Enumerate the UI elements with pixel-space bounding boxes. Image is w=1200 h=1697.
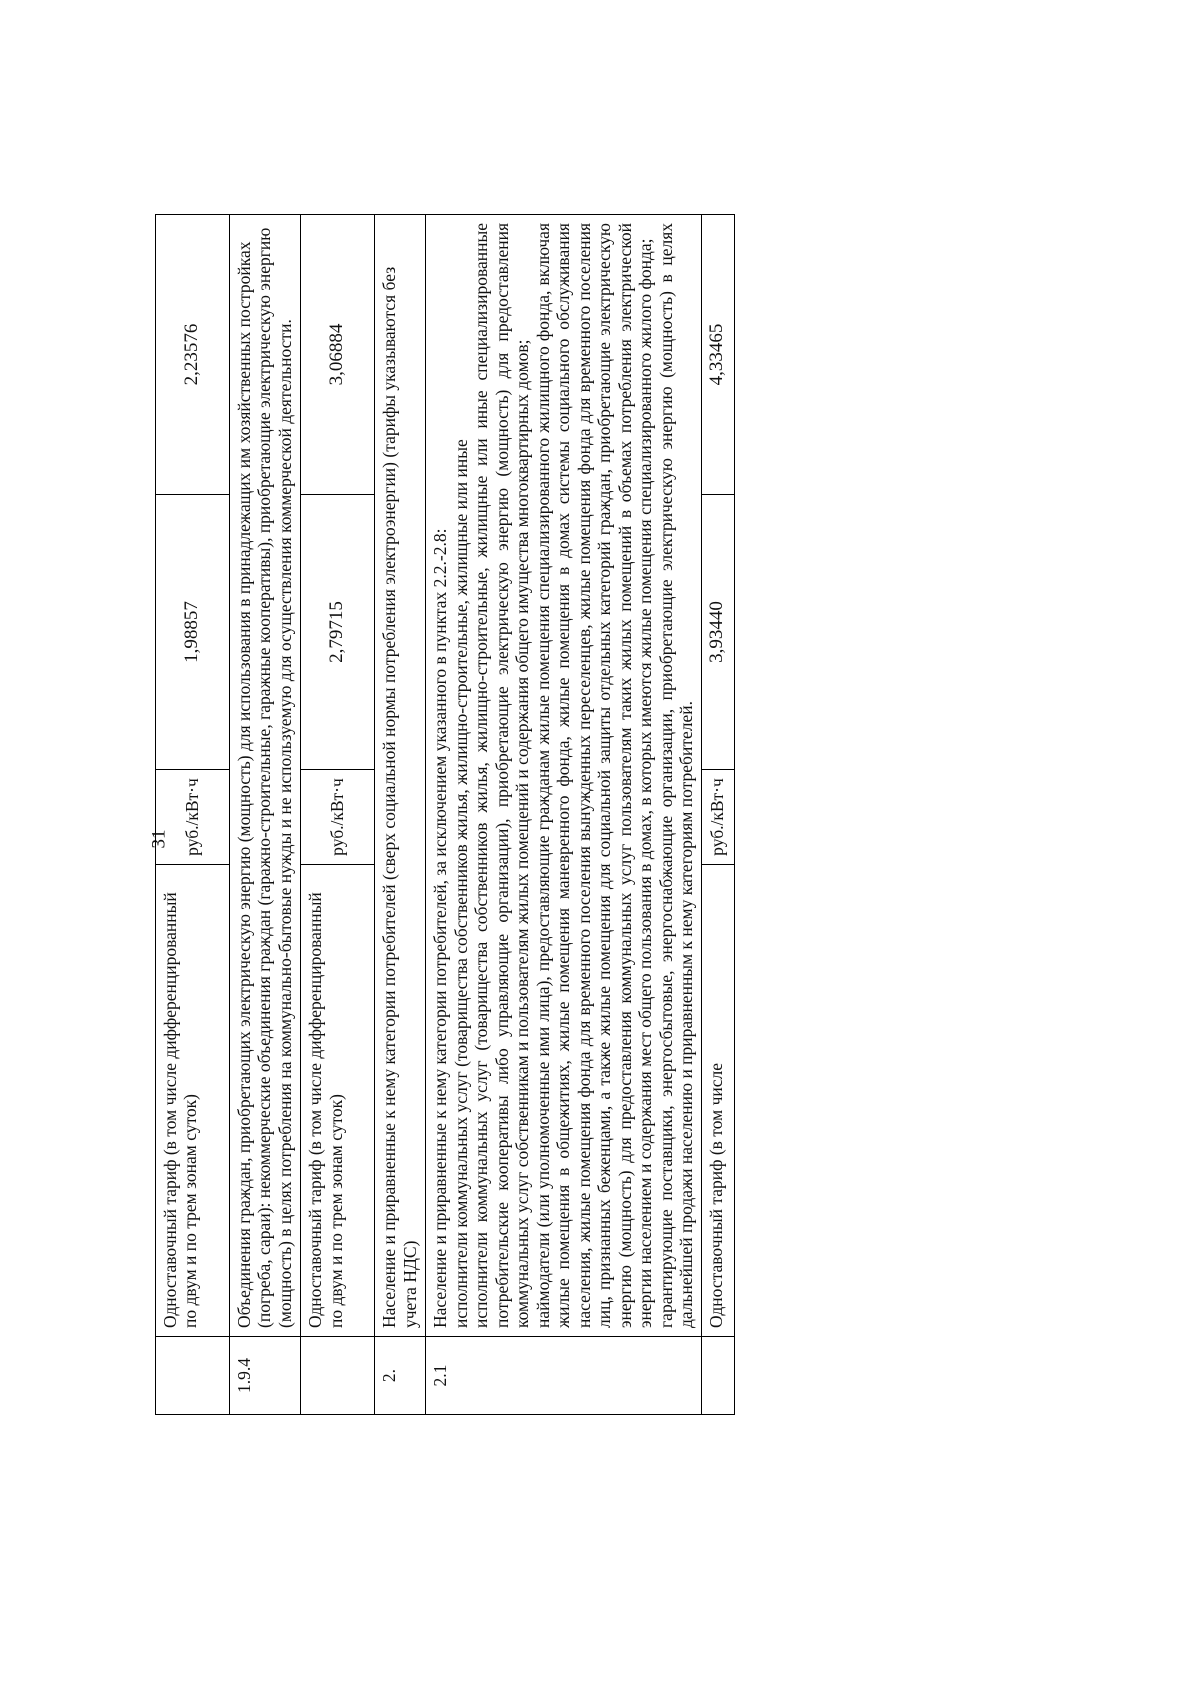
row-name: Одноставочный тариф (в том числе дифференцированный по двум и по трем зонам суток) (301, 865, 375, 1337)
row-number: 1.9.4 (230, 1337, 301, 1415)
row-name: Одноставочный тариф (в том числе (702, 865, 734, 1337)
row-number: 2. (375, 1337, 426, 1415)
category-description (426, 215, 702, 1337)
row-name: Одноставочный тариф (в том числе дифференцированный по двум и по трем зонам суток) (156, 865, 230, 1337)
category-description: Объединения граждан, приобретающих электрическую энергию (мощность) для использования в принадлежащих им хозяйственных постройках (погреба, сараи): некоммерческие объединения граждан (гаражно-строительные, гаражные кооперативы), приобретающие электрическую энергию (мощность) в целях потребления на коммунально-бытовые нужды и не используемую для осуществления коммерческой деятельности. (230, 215, 301, 1337)
row-number (301, 1337, 375, 1415)
tariff-value-2: 4,33465 (702, 215, 734, 495)
unit-cell: руб./кВт·ч (156, 770, 230, 865)
unit-cell: руб./кВт·ч (702, 770, 734, 865)
table-row (301, 215, 375, 1415)
description-paragraph: гарантирующие поставщики, энергосбытовые, энергоснабжающие организации, приобретающие электрическую энергию (мощность) в целях дальнейшей продажи населению и приравненным к нему категориям потребителей. (655, 223, 696, 1328)
row-number: 2.1 (426, 1337, 702, 1415)
table-row (426, 215, 702, 1415)
tariff-value-1: 3,93440 (702, 495, 734, 770)
table-row (702, 215, 734, 1415)
row-number (702, 1337, 734, 1415)
description-paragraph: наймодатели (или уполномоченные ими лица), предоставляющие гражданам жилые помещения специализированного жилищного фонда, включая жилые помещения в общежитиях, жилые помещения маневренного фонда, жилые помещения в домах системы социального обслуживания населения, жилые помещения фонда для временного поселения вынужденных переселенцев, жилые помещения фонда для временного поселения лиц, признанных беженцами, а также жилые помещения для социальной защиты отдельных категорий граждан, приобретающие электрическую энергию (мощность) для предоставления коммунальных услуг пользователям таких жилых помещений в объемах потребления электрической энергии населением и содержания мест общего пользования в домах, в которых имеются жилые помещения специализированного жилого фонда; (532, 223, 656, 1328)
table-row (375, 215, 426, 1415)
category-description: Население и приравненные к нему категории потребителей (сверх социальной нормы потребления электроэнергии) (тарифы указываются без учета НДС) (375, 215, 426, 1337)
tariff-value-1: 2,79715 (301, 495, 375, 770)
description-paragraph: исполнители коммунальных услуг (товарищества собственников жилья, жилищно-строительные, жилищные или иные специализированные потребительские кооперативы либо управляющие организации), приобретающие электрическую энергию (мощность) для предоставления коммунальных услуг собственникам и пользователям жилых помещений и содержания общего имущества многоквартирных домов; (471, 223, 533, 1328)
tariff-table (155, 214, 735, 1415)
unit-cell: руб./кВт·ч (301, 770, 375, 865)
tariff-table-rotated (155, 215, 1055, 1415)
table-row (230, 215, 301, 1415)
tariff-value-2: 2,23576 (156, 215, 230, 495)
tariff-value-1: 1,98857 (156, 495, 230, 770)
description-paragraph: исполнители коммунальных услуг (товарищества собственников жилья, жилищно-строительные, жилищные или иные (450, 439, 471, 1328)
page-number: 31 (148, 829, 170, 849)
row-number (156, 1337, 230, 1415)
description-paragraph: Население и приравненные к нему категории потребителей, за исключением указанного в пунктах 2.2.-2.8: (430, 528, 451, 1328)
tariff-value-2: 3,06884 (301, 215, 375, 495)
table-row (156, 215, 230, 1415)
